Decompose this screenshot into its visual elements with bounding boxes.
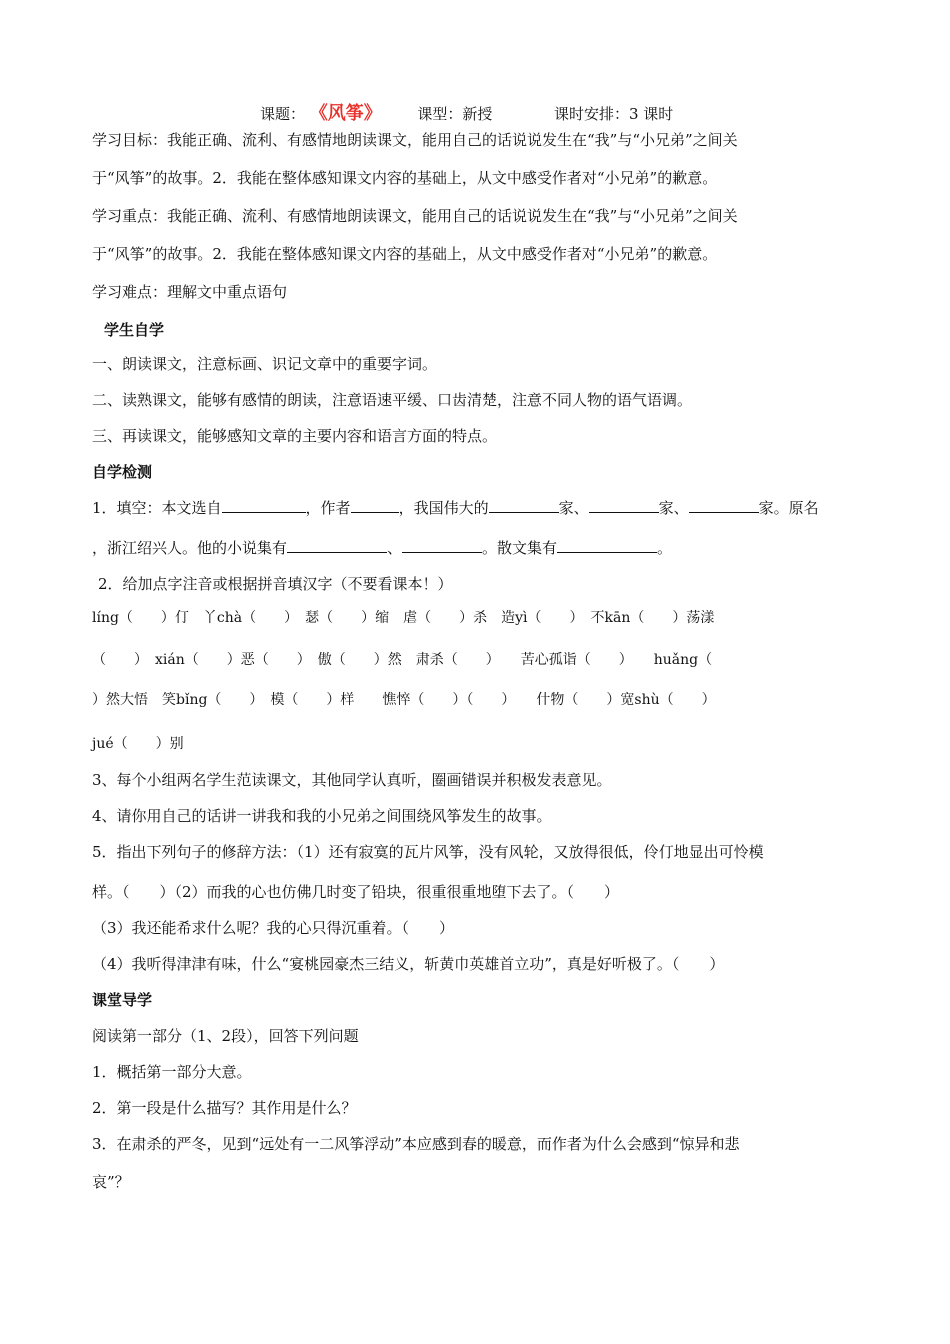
lesson-hours: 课时安排：3 课时 bbox=[553, 105, 674, 123]
q1-text-c: ，我国伟大的 bbox=[398, 499, 489, 517]
self-study-heading: 学生自学 bbox=[104, 321, 165, 339]
fill-blank-question-1-cont bbox=[92, 538, 672, 558]
pinyin-row-4: jué（ ）别 bbox=[92, 736, 184, 752]
class-guide-q2: 2．第一段是什么描写？其作用是什么？ bbox=[92, 1099, 357, 1117]
focus-line-1: 学习重点：我能正确、流利、有感情地朗读课文，能用自己的话说说发生在“我”与“小兄弟”之间关 bbox=[92, 207, 738, 225]
lesson-header bbox=[260, 103, 673, 125]
blank-novel-1[interactable] bbox=[287, 538, 387, 553]
q1-text-e: 家、 bbox=[658, 499, 689, 517]
q1-text-i: 。散文集有 bbox=[482, 539, 558, 557]
objectives-line-2: 于“风筝”的故事。2．我能在整体感知课文内容的基础上，从文中感受作者对“小兄弟”的歉意。 bbox=[92, 169, 718, 187]
question-4: 4、请你用自己的话讲一讲我和我的小兄弟之间围绕风筝发生的故事。 bbox=[92, 807, 552, 825]
q1-text-a: 1．填空：本文选自 bbox=[92, 499, 222, 517]
question-3: 3、每个小组两名学生范读课文，其他同学认真听，圈画错误并积极发表意见。 bbox=[92, 771, 612, 789]
lesson-topic-label: 课题： bbox=[260, 105, 306, 123]
blank-role-2[interactable] bbox=[589, 498, 659, 513]
q1-text-j: 。 bbox=[657, 539, 673, 557]
question-2: 2．给加点字注音或根据拼音填汉字（不要看课本！） bbox=[98, 575, 453, 593]
question-5-line-4: （4）我听得津津有味，什么“宴桃园豪杰三结义，斩黄巾英雄首立功”，真是好听极了。（ ） bbox=[92, 955, 725, 973]
focus-line-2: 于“风筝”的故事。2．我能在整体感知课文内容的基础上，从文中感受作者对“小兄弟”的歉意。 bbox=[92, 245, 718, 263]
self-study-item-2: 二、读熟课文，能够有感情的朗读，注意语速平缓、口齿清楚，注意不同人物的语气语调。 bbox=[92, 391, 693, 409]
q1-text-d: 家、 bbox=[558, 499, 589, 517]
pinyin-row-3: ）然大悟 笑bǐng（ ） 模（ ）样 憔悴（ ）（ ） 什物（ ）宽shù（ ） bbox=[92, 692, 716, 708]
class-guide-intro: 阅读第一部分（1、2段），回答下列问题 bbox=[92, 1027, 359, 1045]
pinyin-row-1: líng（ ）仃 丫chà（ ） 瑟（ ）缩 虐（ ）杀 造yì（ ） 不kān（ ）荡漾 bbox=[92, 610, 715, 626]
class-guide-q3-line-2: 哀”？ bbox=[92, 1173, 130, 1191]
blank-author[interactable] bbox=[351, 498, 399, 513]
blank-source[interactable] bbox=[222, 498, 306, 513]
blank-role-1[interactable] bbox=[489, 498, 559, 513]
q1-text-f: 家。原名 bbox=[758, 499, 819, 517]
difficulty: 学习难点：理解文中重点语句 bbox=[92, 283, 288, 301]
lesson-title: 《风筝》 bbox=[309, 103, 382, 124]
question-5-line-2: 样。（ ）（2）而我的心也仿佛几时变了铅块，很重很重地堕下去了。（ ） bbox=[92, 883, 620, 901]
question-5-line-1: 5．指出下列句子的修辞方法：（1）还有寂寞的瓦片风筝，没有风轮，又放得很低，伶仃地显出可怜模 bbox=[92, 843, 764, 861]
self-study-item-1: 一、朗读课文，注意标画、识记文章中的重要字词。 bbox=[92, 355, 438, 373]
blank-prose[interactable] bbox=[557, 538, 657, 553]
blank-novel-2[interactable] bbox=[402, 538, 482, 553]
class-guide-q3-line-1: 3．在肃杀的严冬，见到“远处有一二风筝浮动”本应感到春的暖意，而作者为什么会感到“惊异和悲 bbox=[92, 1135, 740, 1153]
blank-role-3[interactable] bbox=[689, 498, 759, 513]
class-guide-q1: 1．概括第一部分大意。 bbox=[92, 1063, 252, 1081]
self-study-item-3: 三、再读课文，能够感知文章的主要内容和语言方面的特点。 bbox=[92, 427, 498, 445]
q1-text-h: 、 bbox=[387, 539, 403, 557]
fill-blank-question-1 bbox=[92, 498, 819, 518]
q1-text-b: ，作者 bbox=[305, 499, 351, 517]
self-check-heading: 自学检测 bbox=[92, 463, 153, 481]
question-5-line-3: （3）我还能希求什么呢？我的心只得沉重着。（ ） bbox=[92, 919, 455, 937]
pinyin-row-2: （ ） xián（ ）恶（ ） 傲（ ）然 肃杀（ ） 苦心孤诣（ ） huǎng（ bbox=[92, 652, 713, 668]
q1-text-g: ，浙江绍兴人。他的小说集有 bbox=[92, 539, 288, 557]
lesson-type: 课型：新授 bbox=[417, 105, 493, 123]
objectives-line-1: 学习目标：我能正确、流利、有感情地朗读课文，能用自己的话说说发生在“我”与“小兄弟”之间关 bbox=[92, 131, 738, 149]
class-guide-heading: 课堂导学 bbox=[92, 991, 153, 1009]
